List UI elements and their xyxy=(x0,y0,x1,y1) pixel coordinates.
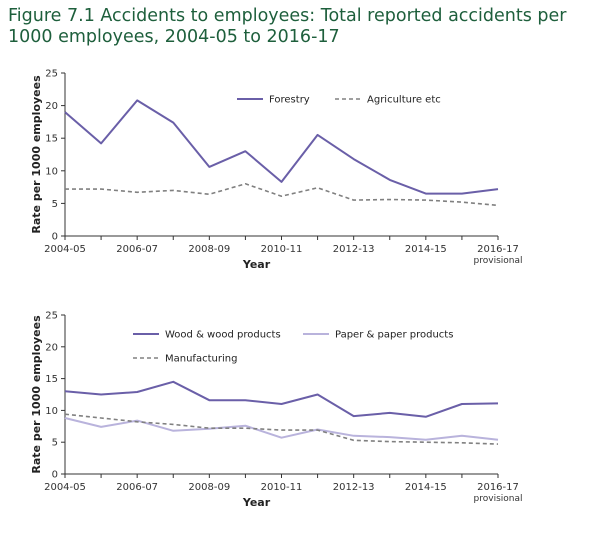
chart-forestry-agriculture xyxy=(0,60,603,280)
x-tick-label: 2006-07 xyxy=(116,482,159,493)
chart-wood-paper-manufacturing xyxy=(0,300,603,525)
x-tick-label: 2014-15 xyxy=(404,482,447,493)
series-line-forestry xyxy=(65,100,498,193)
y-tick-label: 15 xyxy=(45,133,58,145)
legend-label-wood-wood-products: Wood & wood products xyxy=(165,329,281,341)
x-tick-sublabel: provisional xyxy=(473,494,523,504)
x-tick-label: 2004-05 xyxy=(44,244,86,255)
y-tick-label: 10 xyxy=(45,166,58,178)
x-tick-label: 2004-05 xyxy=(44,482,86,493)
y-tick-label: 5 xyxy=(51,437,58,449)
y-axis-title: Rate per 1000 employees xyxy=(30,75,43,234)
x-tick-sublabel: provisional xyxy=(473,256,523,266)
y-tick-label: 25 xyxy=(45,310,58,322)
figure-title: Figure 7.1 Accidents to employees: Total reported accidents per 1000 employees, 2004-05 to 2016-17 xyxy=(8,6,567,47)
x-tick-label: 2016-17 xyxy=(477,482,519,493)
x-tick-label: 2010-11 xyxy=(260,482,303,493)
y-tick-label: 15 xyxy=(45,374,58,386)
y-tick-label: 0 xyxy=(51,231,58,243)
legend-label-forestry: Forestry xyxy=(269,94,310,106)
y-tick-label: 25 xyxy=(45,68,58,80)
y-axis-title: Rate per 1000 employees xyxy=(30,315,43,474)
x-tick-label: 2008-09 xyxy=(188,244,231,255)
x-tick-label: 2012-13 xyxy=(332,482,375,493)
x-tick-label: 2012-13 xyxy=(332,244,375,255)
y-tick-label: 0 xyxy=(51,469,58,481)
legend-label-agriculture-etc: Agriculture etc xyxy=(367,94,441,106)
x-tick-label: 2014-15 xyxy=(404,244,447,255)
y-tick-label: 20 xyxy=(45,101,58,113)
y-tick-label: 10 xyxy=(45,405,58,417)
series-line-wood-wood-products xyxy=(65,382,498,417)
y-tick-label: 5 xyxy=(51,198,58,210)
y-tick-label: 20 xyxy=(45,342,58,354)
x-tick-label: 2010-11 xyxy=(260,244,303,255)
x-tick-label: 2016-17 xyxy=(477,244,519,255)
legend-label-paper-paper-products: Paper & paper products xyxy=(335,329,454,341)
x-axis-title: Year xyxy=(242,496,271,509)
x-tick-label: 2008-09 xyxy=(188,482,231,493)
x-axis-title: Year xyxy=(242,258,271,271)
x-tick-label: 2006-07 xyxy=(116,244,159,255)
legend-label-manufacturing: Manufacturing xyxy=(165,353,238,365)
